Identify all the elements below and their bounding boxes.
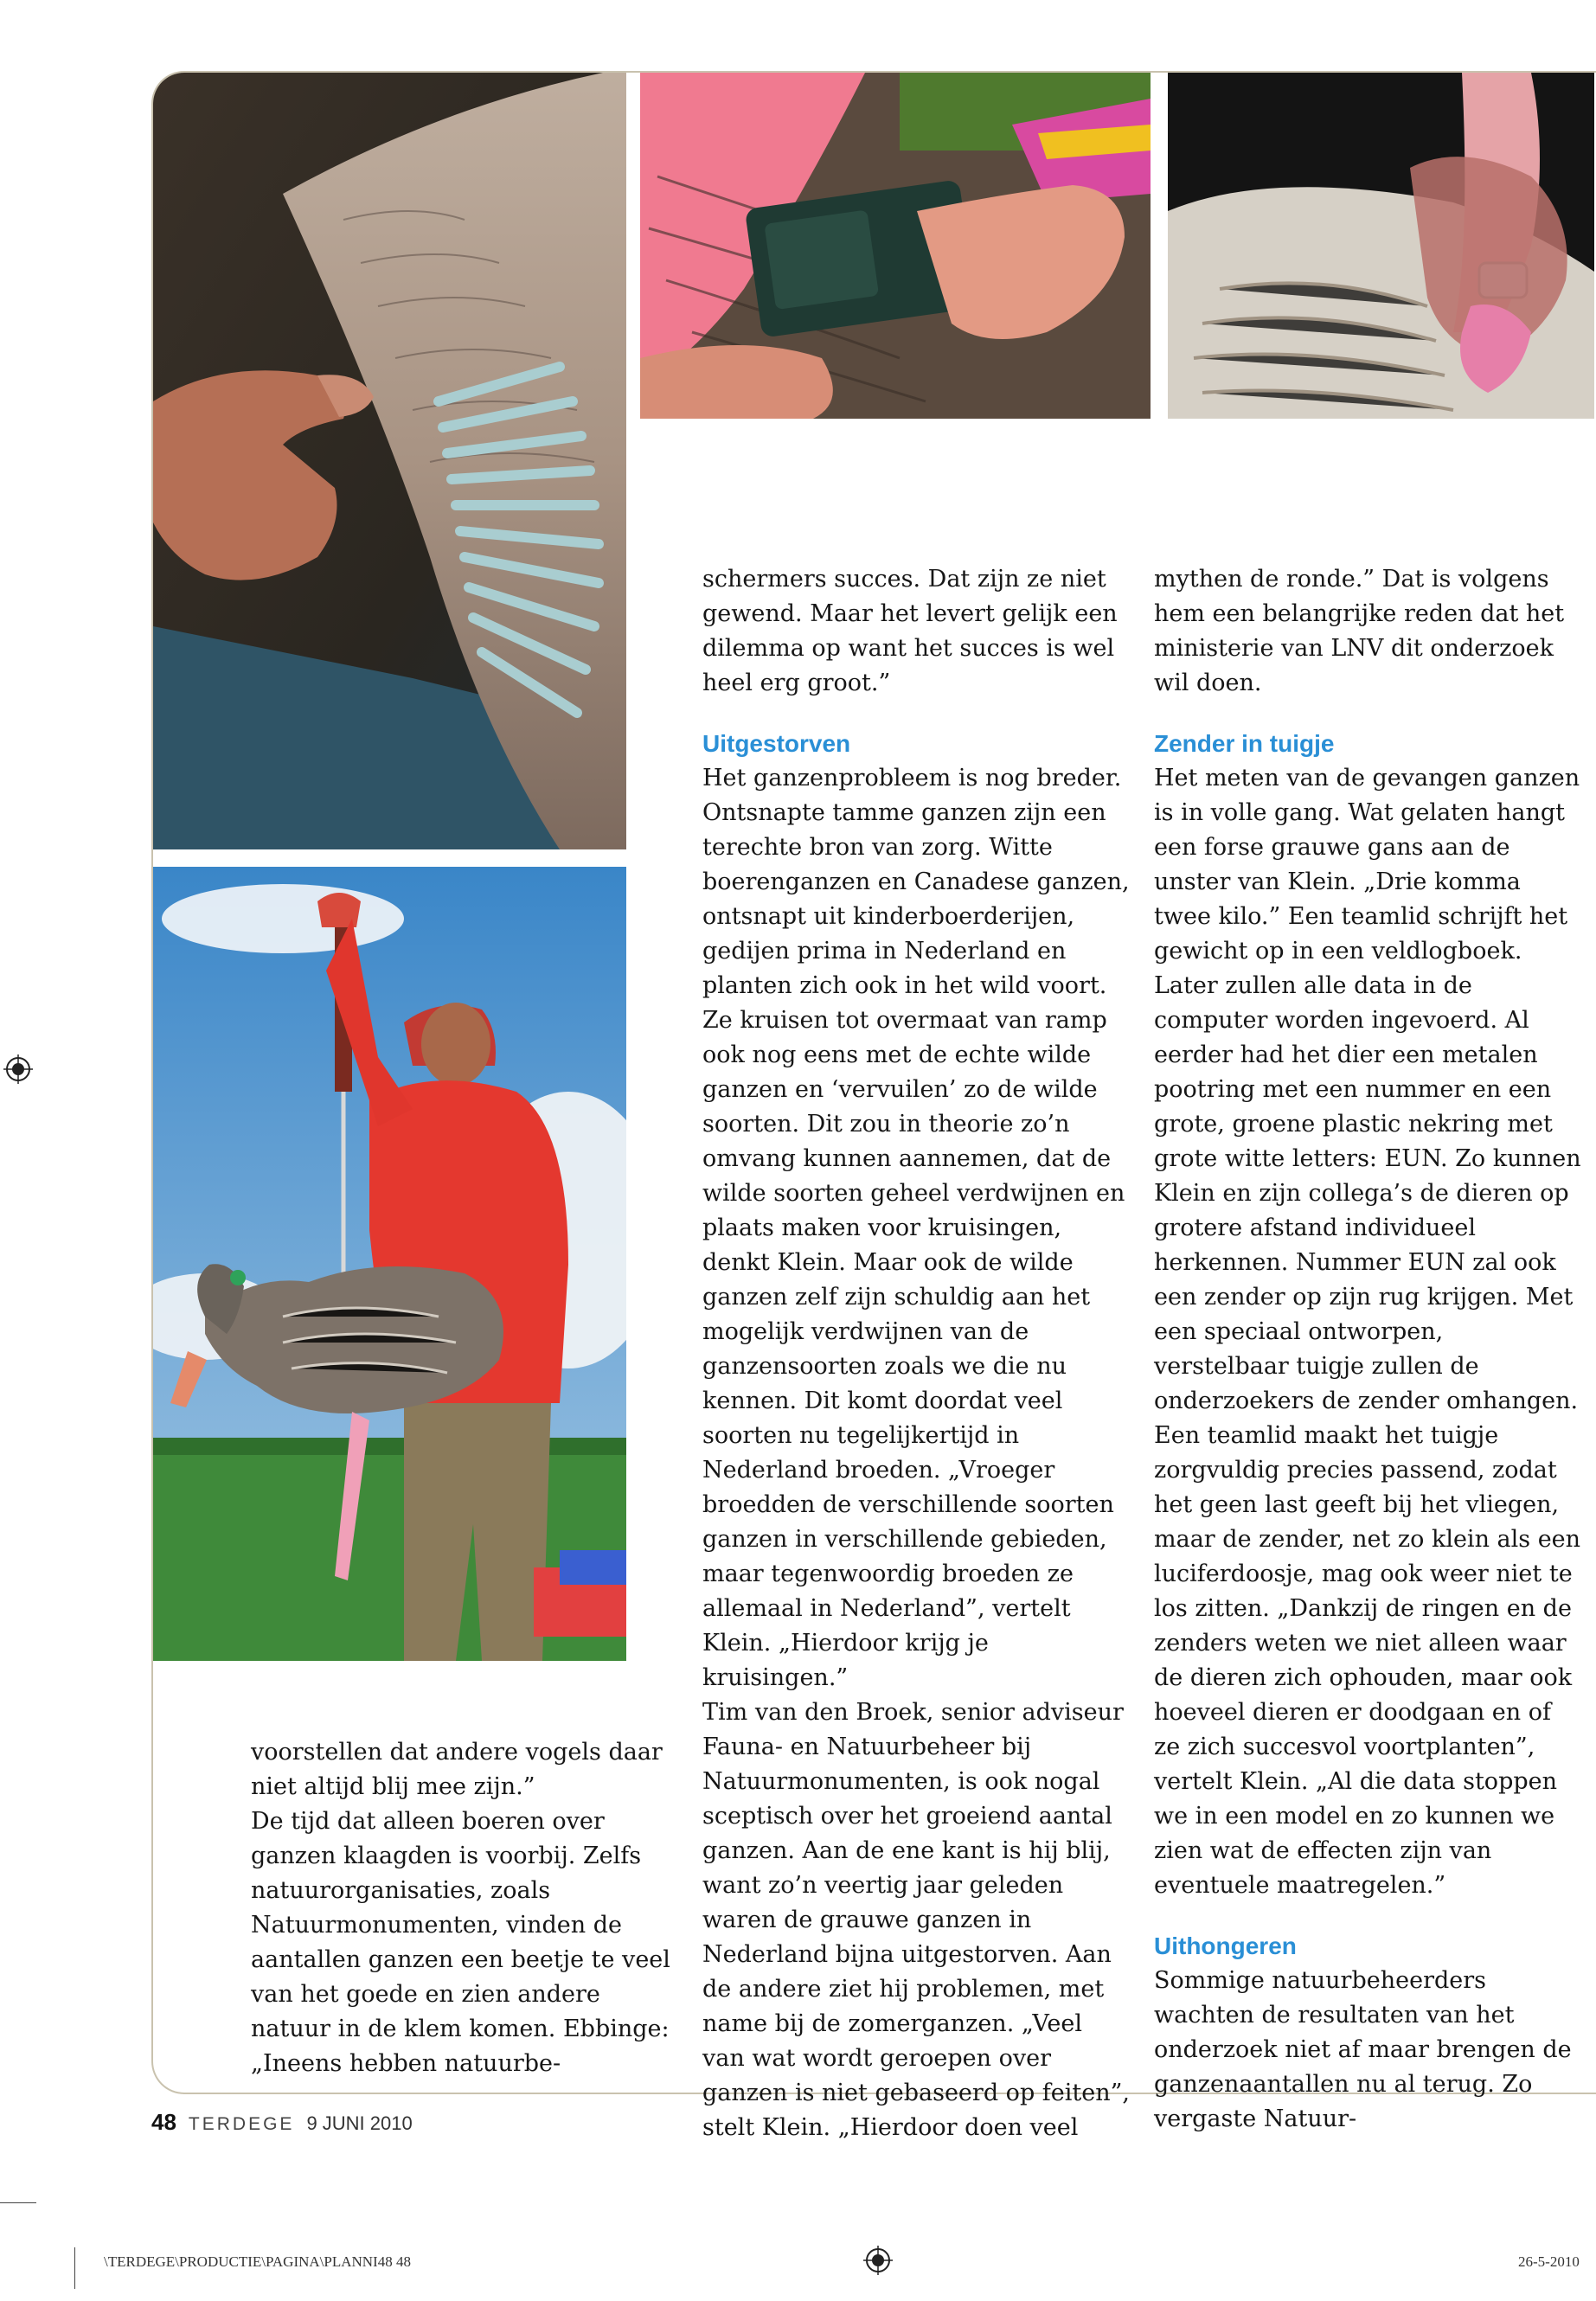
section-heading-zender-in-tuigje: Zender in tuigje — [1154, 730, 1335, 757]
registration-mark-icon — [3, 1054, 33, 1084]
registration-mark-icon — [863, 2246, 893, 2275]
paragraph: Het meten van de gevangen ganzen is in volle gang. Wat gelaten hangt een forse grauwe gans aan de unster van Klein. „Drie komma twee kilo.” Een teamlid schrijft het gewicht op in een veldlogboek. Later zullen alle data in de computer worden ingevoerd. Al eerder had het dier een metalen pootring met een nummer en een grote, groene plastic nekring met grote witte letters: EUN. Zo kunnen Klein en zijn collega’s de dieren op grotere afstand individueel herkennen. Nummer EUN zal ook een zender op zijn rug krijgen. Met een speciaal ontworpen, verstelbaar tuigje zullen de onderzoekers de zender omhangen. Een teamlid maakt het tuigje zorgvuldig precies passend, zodat het geen last geeft bij het vliegen, maar de zender, net zo klein als een luciferdoosje, mag ook weer niet te los zitten. „Dankzij de ringen en de zenders weten we niet alleen waar de dieren zich ophouden, maar ook hoeveel dieren er doodgaan en of ze zich succesvol voortplanten”, vertelt Klein. „Al die data stoppen we in een model en zo kunnen we zien wat de effecten zijn van eventuele maatregelen.” — [1154, 765, 1581, 1899]
page-footer — [151, 2109, 413, 2136]
page-number: 48 — [151, 2109, 176, 2135]
article-column-2 — [702, 562, 1131, 2145]
issue-date: 9 JUNI 2010 — [306, 2112, 413, 2134]
photo-transmitter-box — [640, 73, 1151, 419]
paragraph: Het ganzenprobleem is nog breder. Ontsnapte tamme ganzen zijn een terechte bron van zorg. Witte boerenganzen en Canadese ganzen, ontsnapt uit kinderboerderijen, gedijen prima in Nederland en planten zich ook in het wild voort. Ze kruisen tot overmaat van ramp ook nog eens met de echte wilde ganzen en ‘vervuilen’ zo de wilde soorten. Dit zou in theorie zo’n omvang kunnen aannemen, dat de wilde soorten geheel verdwijnen en plaats maken voor kruisingen, denkt Klein. Maar ook de wilde ganzen zelf zijn schuldig aan het mogelijk verdwijnen van de ganzensoorten zoals we die nu kennen. Dit komt doordat veel soorten nu tegelijkertijd in Nederland broeden. „Vroeger broedden de verschillende soorten ganzen in verschillende gebieden, maar tegenwoordig broeden ze allemaal in Nederland”, vertelt Klein. „Hierdoor krijg je kruisingen.” — [702, 765, 1130, 1691]
paragraph: Sommige natuurbeheerders wachten de resultaten van het onderzoek niet af maar brengen de ganzenaantallen nu al terug. Zo vergaste Natuur- — [1154, 1967, 1572, 2132]
section-heading-uitgestorven: Uitgestorven — [702, 730, 851, 757]
photo-wing-feathers — [153, 73, 626, 849]
section-heading-uithongeren: Uithongeren — [1154, 1932, 1297, 1959]
crop-mark-bottom — [74, 2247, 75, 2289]
paragraph: schermers succes. Dat zijn ze niet gewend. Maar het levert gelijk een dilemma op want het succes is wel heel erg groot.” — [702, 566, 1118, 696]
paragraph: De tijd dat alleen boeren over ganzen klaagden is voorbij. Zelfs natuurorganisaties, zoals Natuurmonumenten, vinden de aantallen ganzen een beetje te veel van het goede en zien andere natuur in de klem komen. Ebbinge: „Ineens hebben natuurbe- — [251, 1808, 670, 2077]
photo-weighing-goose — [153, 867, 626, 1661]
paragraph: voorstellen dat andere vogels daar niet altijd blij mee zijn.” — [251, 1739, 663, 1800]
magazine-name: TERDEGE — [188, 2114, 295, 2134]
article-column-3 — [1154, 562, 1583, 2137]
print-slug-path: \TERDEGE\PRODUCTIE\PAGINA\PLANNI48 48 — [104, 2253, 411, 2270]
paragraph: Tim van den Broek, senior adviseur Fauna- en Natuurbeheer bij Natuurmonumenten, is ook nogal sceptisch over het groeiend aantal ganzen. Aan de ene kant is hij blij, want zo’n veertig jaar geleden waren de grauwe ganzen in Nederland bijna uitgestorven. Aan de andere ziet hij problemen, met name bij de zomerganzen. „Veel van wat wordt geroepen over ganzen is niet gebaseerd op feiten”, stelt Klein. „Hierdoor doen veel — [702, 1699, 1131, 2141]
article-column-1 — [251, 1735, 680, 2081]
print-slug-date: 26-5-2010 — [1518, 2253, 1580, 2270]
photo-leg-ring — [1168, 73, 1594, 419]
paragraph: mythen de ronde.” Dat is volgens hem een belangrijke reden dat het ministerie van LNV dit onderzoek wil doen. — [1154, 566, 1565, 696]
crop-mark-left — [0, 2202, 36, 2203]
